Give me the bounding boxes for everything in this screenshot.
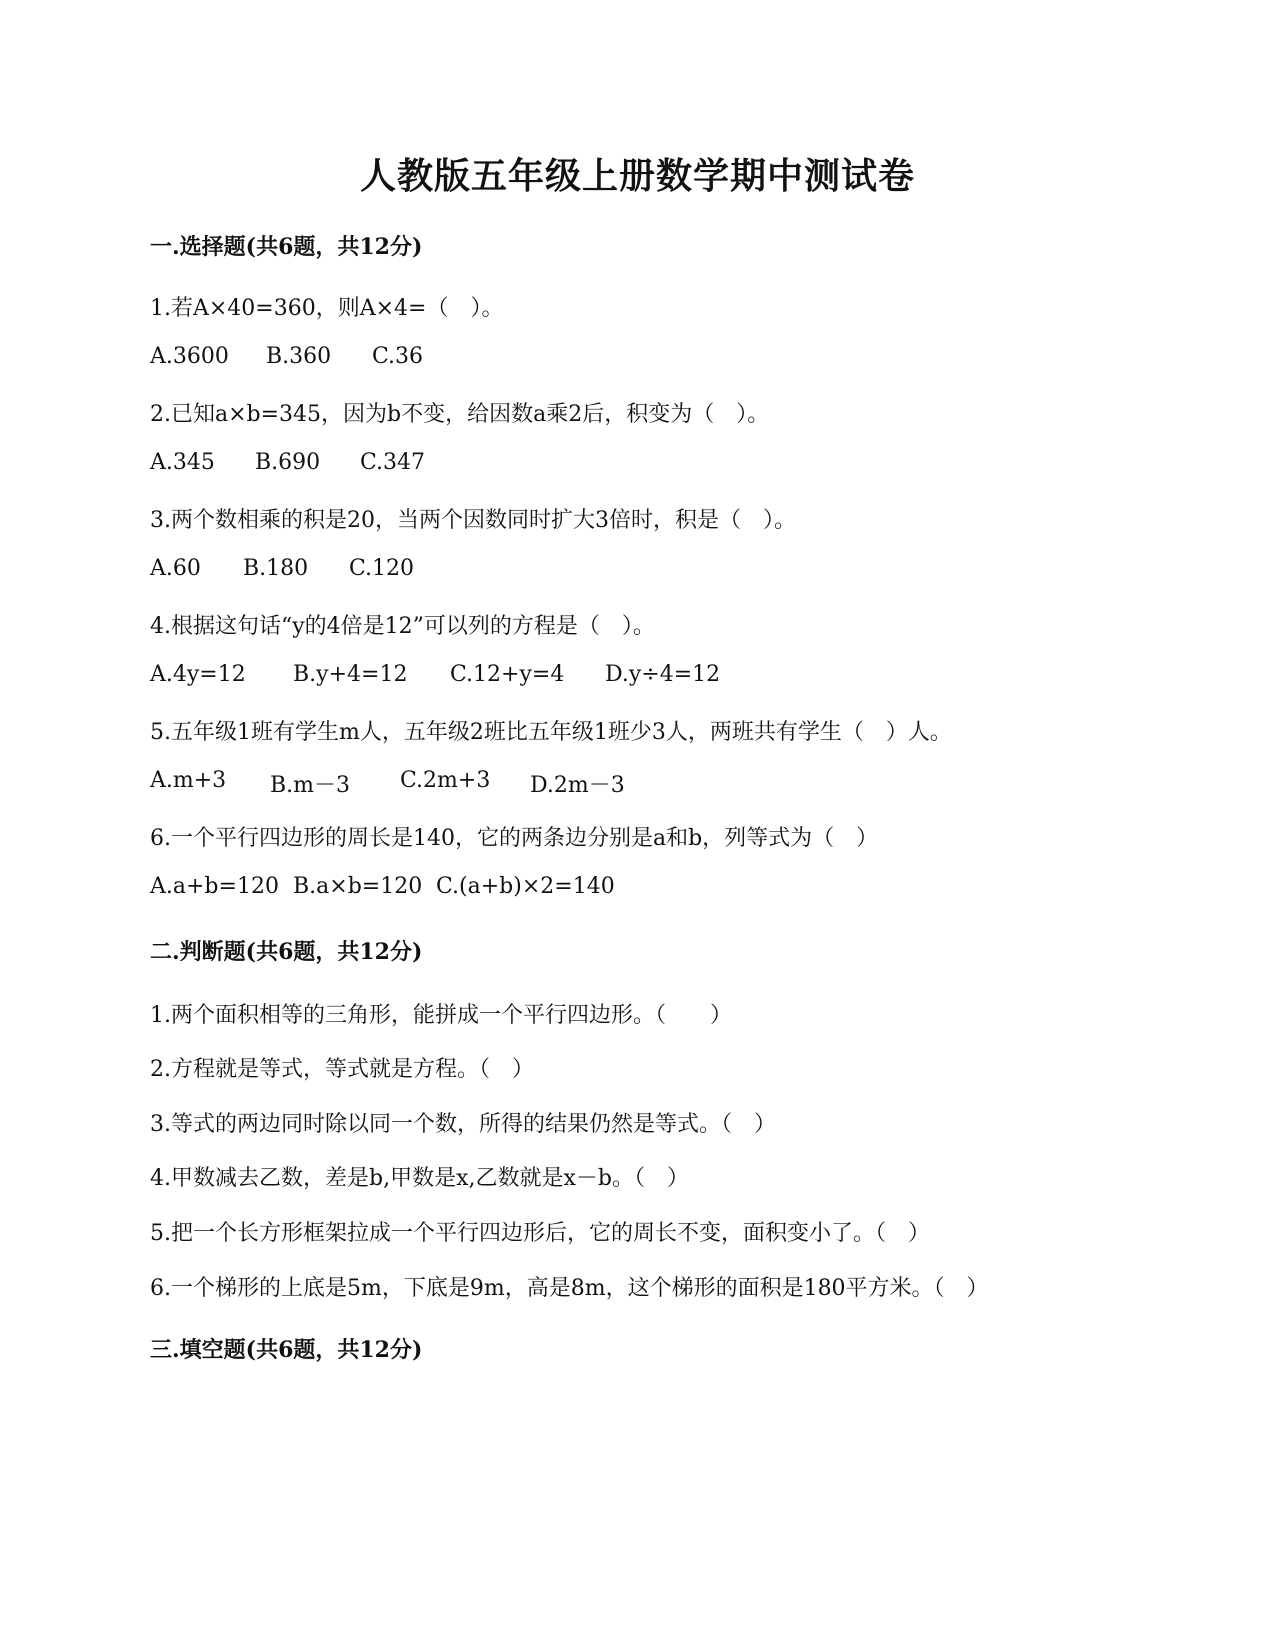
option-b: B.690 xyxy=(255,450,321,475)
option-a: A.m+3 xyxy=(150,768,227,793)
option-b: B.180 xyxy=(243,556,309,581)
choice-question-2: 2.已知a×b=345，因为b不变，给因数a乘2后，积变为（ ）。 xyxy=(150,402,770,427)
choice-question-5: 5.五年级1班有学生m人，五年级2班比五年级1班少3人，两班共有学生（ ）人。 xyxy=(150,720,952,745)
option-c: C.36 xyxy=(372,344,424,369)
option-a: A.3600 xyxy=(150,344,229,369)
option-c: C.2m+3 xyxy=(400,768,491,793)
choice-options-3 xyxy=(150,556,414,581)
option-d: D.y÷4=12 xyxy=(605,662,721,687)
section-heading-fill-blank: 三.填空题(共6题，共12分) xyxy=(150,1337,423,1363)
option-a: A.60 xyxy=(150,556,201,581)
option-c: C.(a+b)×2=140 xyxy=(436,874,615,899)
option-c: C.347 xyxy=(360,450,426,475)
choice-options-4 xyxy=(150,662,720,687)
choice-options-2 xyxy=(150,450,425,475)
option-d: D.2m－3 xyxy=(530,773,625,798)
choice-options-5 xyxy=(150,768,625,799)
judgement-question-4: 4.甲数减去乙数，差是b,甲数是x,乙数就是x－b。（ ） xyxy=(150,1166,689,1191)
choice-options-1 xyxy=(150,344,423,369)
choice-question-1: 1.若A×40=360，则A×4=（ ）。 xyxy=(150,296,504,321)
option-b: B.y+4=12 xyxy=(293,662,408,687)
option-b: B.360 xyxy=(266,344,332,369)
option-b: B.a×b=120 xyxy=(293,874,423,899)
judgement-question-5: 5.把一个长方形框架拉成一个平行四边形后，它的周长不变，面积变小了。（ ） xyxy=(150,1221,930,1246)
section-heading-judgement: 二.判断题(共6题，共12分) xyxy=(150,939,423,965)
choice-question-3: 3.两个数相乘的积是20，当两个因数同时扩大3倍时，积是（ ）。 xyxy=(150,508,796,533)
judgement-question-3: 3.等式的两边同时除以同一个数，所得的结果仍然是等式。（ ） xyxy=(150,1112,776,1137)
choice-question-4: 4.根据这句话“y的4倍是12”可以列的方程是（ ）。 xyxy=(150,614,655,639)
option-b: B.m－3 xyxy=(270,773,351,798)
page-title: 人教版五年级上册数学期中测试卷 xyxy=(359,155,915,197)
option-a: A.4y=12 xyxy=(150,662,246,687)
option-a: A.345 xyxy=(150,450,215,475)
option-c: C.12+y=4 xyxy=(450,662,565,687)
judgement-question-6: 6.一个梯形的上底是5m，下底是9m，高是8m，这个梯形的面积是180平方米。（ ） xyxy=(150,1276,989,1301)
choice-options-6 xyxy=(150,874,615,899)
choice-question-6: 6.一个平行四边形的周长是140，它的两条边分别是a和b，列等式为（ ） xyxy=(150,826,879,851)
option-c: C.120 xyxy=(349,556,415,581)
option-a: A.a+b=120 xyxy=(150,874,279,899)
judgement-question-1: 1.两个面积相等的三角形，能拼成一个平行四边形。（ ） xyxy=(150,1003,732,1028)
section-heading-choice: 一.选择题(共6题，共12分) xyxy=(150,234,423,260)
judgement-question-2: 2.方程就是等式，等式就是方程。（ ） xyxy=(150,1057,534,1082)
